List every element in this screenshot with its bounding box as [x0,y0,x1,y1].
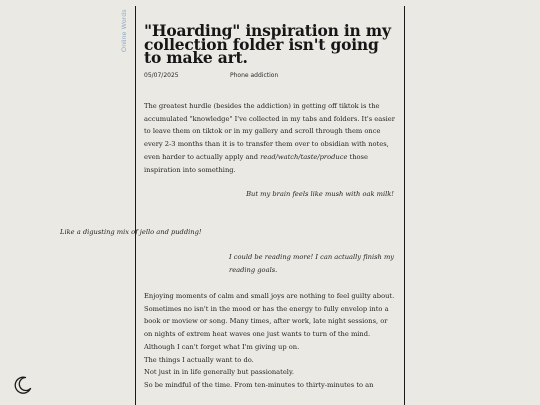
paragraph-2-line: The things I actually want to do. [144,355,254,364]
aside-oak-milk: But my brain feels like mush with oak milk! [246,190,394,198]
left-rule [135,6,136,405]
site-name[interactable]: Online Words [121,9,128,53]
aside-reading-goals: I could be reading more! I can actually finish my reading goals. [229,253,395,274]
paragraph-2 [144,290,396,392]
paragraph-2-line: So be mindful of the time. From ten-minutes to thirty-minutes to an [144,380,374,389]
moon-icon [13,375,33,395]
paragraph-2-line: Enjoying moments of calm and small joys are nothing to feel guilty about. Sometimes no isn't in the mood or has the energy to fully envelop into a book or moview or song. Many times, after work, late night sessions, or on nights of extrem heat waves one just wants to turn of the mind. [144,292,395,339]
paragraph-2-line: Although I can't forget what I'm giving up on. [144,342,300,351]
aside-jello: Like a digusting mix of jello and pudding! [60,228,202,236]
paragraph-1-end: those inspiration into something. [144,152,368,174]
paragraph-1-italic: read/watch/taste/produce [260,152,348,161]
post-title: "Hoarding" inspiration in my collection folder isn't going to make art. [144,21,391,67]
paragraph-2-line: Not just in in life generally but passionately. [144,368,294,377]
post-date: 05/07/2025 [144,71,179,79]
post-header [144,21,394,82]
theme-toggle-button[interactable] [13,375,33,395]
paragraph-1-text: The greatest hurdle (besides the addiction) in getting off tiktok is the accumulated "knowledge" I've collected in my tabs and folders. It's easier to leave them on tiktok or in my gallery and scroll through them once every 2-3 months than it is to transfer them over to obsidian with notes, even harder to actually apply and [144,102,395,161]
post-meta [144,72,394,82]
paragraph-1 [144,100,396,176]
right-rule [404,6,405,405]
post-tag[interactable]: Phone addiction [230,71,279,79]
